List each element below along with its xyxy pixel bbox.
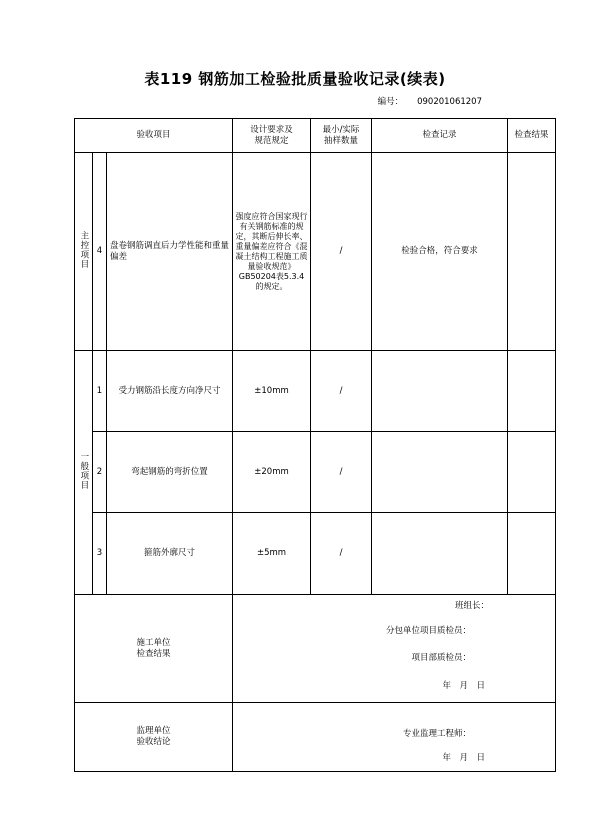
general-row-result	[508, 432, 556, 513]
general-row-record	[372, 432, 508, 513]
header-requirement	[233, 119, 311, 153]
construction-label-cell	[75, 595, 233, 703]
header-requirement-line2: 规范规定	[254, 135, 289, 146]
header-item: 验收项目	[75, 119, 233, 153]
general-row-sample: /	[311, 513, 372, 595]
header-record: 检查记录	[372, 119, 508, 153]
general-label: 一般项目	[78, 451, 89, 490]
general-row-requirement: ±10mm	[233, 351, 311, 432]
document-number	[378, 95, 482, 107]
document-number-value: 090201061207	[417, 97, 482, 107]
general-label-cell	[75, 351, 93, 595]
general-row-item: 弯起钢筋的弯折位置	[107, 432, 233, 513]
general-row-result	[508, 513, 556, 595]
general-row-sample: /	[311, 351, 372, 432]
general-row-record	[372, 513, 508, 595]
project-inspector-label: 项目部质检员：	[411, 653, 471, 663]
general-row-item: 受力钢筋沿长度方向净尺寸	[107, 351, 233, 432]
team-leader-label: 班组长：	[454, 601, 489, 611]
general-row-sample: /	[311, 432, 372, 513]
main-control-label: 主控项目	[78, 230, 89, 269]
general-row-num: 1	[93, 351, 107, 432]
main-control-requirement: 强度应符合国家现行有关钢筋标准的规定，其断后伸长率、重量偏差应符合《混凝土结构工程施工质量验收规范》GB50204表5.3.4的规定。	[233, 153, 311, 351]
supervision-signature-cell	[233, 703, 556, 772]
general-row-num: 2	[93, 432, 107, 513]
page-title: 表119 钢筋加工检验批质量验收记录(续表)	[144, 70, 446, 88]
header-sample-line1: 最小/实际	[322, 124, 360, 135]
general-row-requirement: ±20mm	[233, 432, 311, 513]
main-control-record: 检验合格，符合要求	[372, 153, 508, 351]
general-row-record	[372, 351, 508, 432]
main-control-label-cell	[75, 153, 93, 351]
header-sample	[311, 119, 372, 153]
header-sample-line2: 抽样数量	[323, 135, 358, 146]
construction-date: 年 月 日	[442, 681, 485, 691]
general-row-1	[75, 351, 556, 432]
main-control-row	[75, 153, 556, 351]
document-number-label: 编号：	[377, 97, 404, 107]
supervision-label-line1: 监理单位	[136, 726, 171, 737]
main-control-sample: /	[311, 153, 372, 351]
construction-label-line1: 施工单位	[136, 637, 171, 648]
general-row-3	[75, 513, 556, 595]
header-result: 检查结果	[508, 119, 556, 153]
supervision-row	[75, 703, 556, 772]
construction-row	[75, 595, 556, 703]
supervision-date: 年 月 日	[442, 753, 485, 763]
header-row	[75, 119, 556, 153]
inspection-table	[74, 118, 556, 772]
supervising-engineer-label: 专业监理工程师：	[402, 729, 471, 739]
sub-inspector-label: 分包单位项目质检员：	[385, 626, 471, 636]
main-control-num: 4	[93, 153, 107, 351]
supervision-label-line2: 验收结论	[136, 737, 171, 747]
construction-signature-cell	[233, 595, 556, 703]
supervision-label-cell	[75, 703, 233, 772]
general-row-requirement: ±5mm	[233, 513, 311, 595]
main-control-result	[508, 153, 556, 351]
header-requirement-line1: 设计要求及	[250, 124, 293, 135]
general-row-num: 3	[93, 513, 107, 595]
general-row-2	[75, 432, 556, 513]
general-row-result	[508, 351, 556, 432]
general-row-item: 箍筋外廓尺寸	[107, 513, 233, 595]
main-control-item: 盘卷钢筋调直后力学性能和重量偏差	[107, 153, 233, 351]
construction-label-line2: 检查结果	[136, 648, 171, 659]
